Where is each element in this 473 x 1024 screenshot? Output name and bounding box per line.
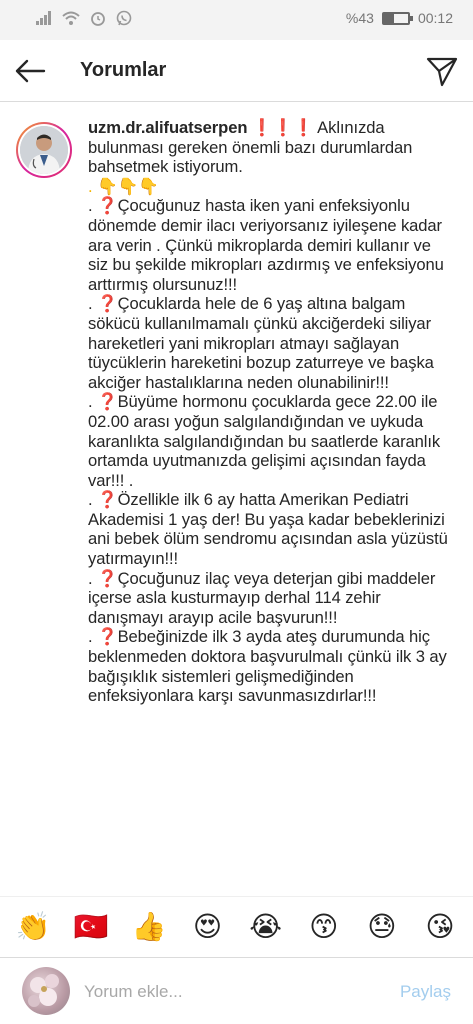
my-avatar [22, 967, 70, 1015]
emoji-kissing-face[interactable]: 😙 [309, 910, 339, 943]
comment-item: . ❓Bebeğinizde ilk 3 ayda ateş durumunda hiç beklenmeden doktora başvurulmalı çünkü ilk 3 ay bağışıklık sistemleri gelişmediğinden enfeksiyonlara karşı savunmasızdırlar!!! [88, 627, 452, 706]
lead-marks: ❗❗❗ [247, 118, 318, 137]
comment-item: . ❓Çocuklarda hele de 6 yaş altına balgam sökücü kullanılmamalı çünkü akciğerdeki siliyar hareketleri yani mikropları atmayı sağlayan tüycüklerin hareketini bozup zaturreye ve başka akciğer hastalıklarına neden olunabilinir!!! [88, 294, 439, 392]
battery-percent: %43 [345, 10, 374, 26]
status-bar [0, 0, 473, 40]
emoji-crying-face[interactable]: 😭 [249, 910, 282, 943]
comment-username[interactable]: uzm.dr.alifuatserpen [88, 118, 248, 137]
comment-text [88, 118, 454, 706]
back-button[interactable] [12, 53, 48, 89]
emoji-quick-bar [0, 896, 473, 958]
comment-input-row [0, 958, 473, 1024]
avatar-photo [20, 126, 68, 174]
emoji-turkey-flag[interactable]: 🇹🇷 [73, 910, 109, 943]
doctor-portrait-icon [20, 126, 68, 174]
alarm-icon [90, 10, 106, 26]
status-icons-right [346, 10, 453, 26]
pointing-down-line: . 👇👇👇 [88, 176, 159, 196]
post-button[interactable]: Paylaş [399, 982, 451, 1001]
signal-icon [36, 11, 52, 25]
emoji-blowing-kiss-face[interactable]: 😘 [425, 910, 455, 943]
emoji-heart-eyes[interactable]: 😍 [192, 910, 223, 943]
arrow-left-icon [12, 53, 48, 89]
comment-input[interactable] [84, 977, 374, 1007]
comment-item: . ❓Büyüme hormonu çocuklarda gece 22.00 ile 02.00 arası yoğun salgılandığından ve uykuda karanlıkta salgılandığından bu saatlerde karanlık ortamda uyutmanızda gelişimi açısından fayda var!!! . [88, 392, 445, 490]
flower-photo-icon [22, 967, 70, 1015]
direct-send-button[interactable] [425, 54, 459, 88]
battery-fill [384, 14, 394, 23]
emoji-clapping-hands[interactable]: 👏 [15, 910, 51, 943]
emoji-thumbs-up[interactable]: 👍 [131, 910, 167, 943]
commenter-avatar[interactable] [16, 122, 72, 178]
direct-send-icon [425, 54, 459, 88]
status-icons-left [36, 10, 132, 26]
emoji-downcast-sweat-face[interactable]: 😓 [367, 910, 397, 943]
whatsapp-icon [116, 10, 132, 26]
page-title: Yorumlar [80, 59, 167, 81]
clock: 00:12 [417, 10, 453, 26]
comment-item: . ❓Çocuğunuz hasta iken yani enfeksiyonlu dönemde demir ilacı veriyorsanız iyileşene kadar ara verin . Çünkü mikroplarda demiri kullanır ve siz bu şekilde mikropları azdırmış ve enfeksiyonu arttırmış olursunuz!!! [88, 196, 449, 294]
comment-item: . ❓Çocuğunuz ilaç veya deterjan gibi maddeler içerse asla kusturmayıp derhal 114 zehir danışmayı arayıp acile başvurun!!! [88, 568, 440, 627]
wifi-icon [62, 11, 80, 25]
comment-item: . ❓Özellikle ilk 6 ay hatta Amerikan Pediatri Akademisi 1 yaş der! Bu yaşa kadar bebeklerinizi ani bebek ölüm sendromu açısından asla yüzüstü yatırmayın!!! [88, 490, 453, 569]
battery-icon [382, 12, 410, 25]
header [0, 40, 473, 102]
comment-intro: Aklınızda bulunması gereken önemli bazı durumlardan bahsetmek istiyorum. [88, 118, 417, 177]
